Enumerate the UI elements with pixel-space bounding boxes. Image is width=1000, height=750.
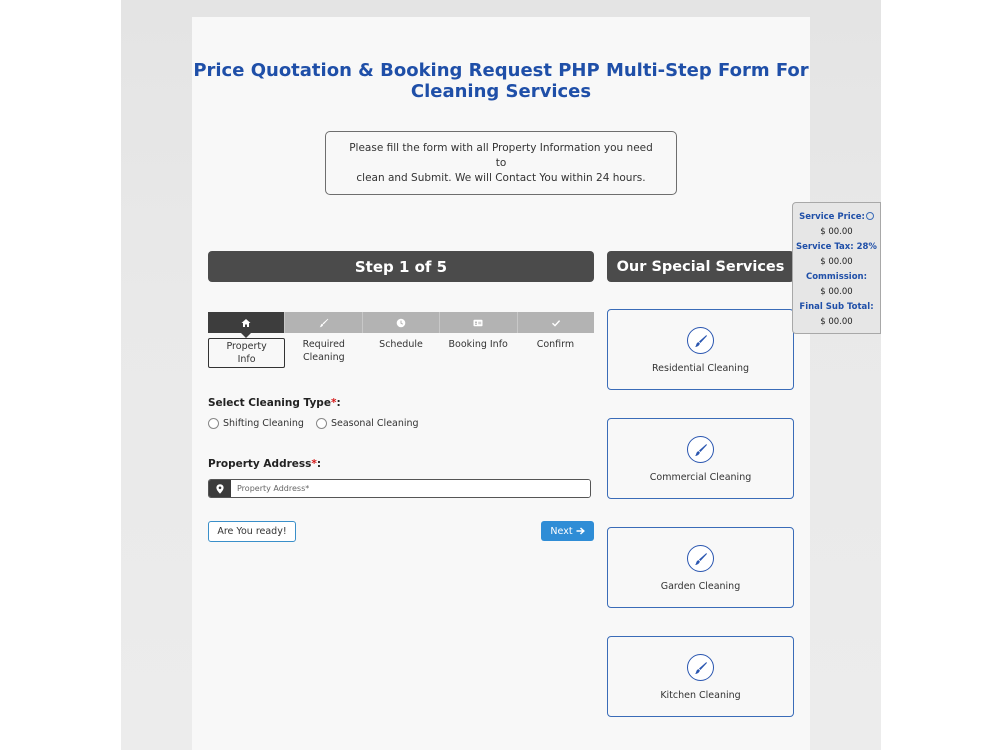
info-icon[interactable] bbox=[866, 212, 874, 220]
radio-shifting-cleaning[interactable] bbox=[208, 418, 304, 429]
service-card-residential[interactable] bbox=[607, 309, 794, 390]
brush-icon bbox=[319, 318, 329, 328]
page-title bbox=[192, 60, 810, 102]
step-tab-confirm[interactable] bbox=[518, 312, 594, 333]
service-card-garden[interactable] bbox=[607, 527, 794, 608]
step-label-booking-info[interactable]: Booking Info bbox=[448, 339, 508, 350]
special-services-header: Our Special Services bbox=[607, 251, 794, 282]
step-label-property-info[interactable]: Property Info bbox=[208, 338, 285, 368]
next-button-label: Next bbox=[550, 525, 573, 537]
step-label-required-cleaning[interactable]: Required Cleaning bbox=[302, 339, 345, 363]
price-summary-panel bbox=[792, 202, 881, 334]
final-sub-total-label: Final Sub Total: bbox=[799, 302, 874, 312]
final-sub-total-value: $ 00.00 bbox=[820, 317, 853, 327]
intro-box bbox=[325, 131, 677, 195]
radio-label: Seasonal Cleaning bbox=[330, 418, 419, 429]
service-card-commercial[interactable] bbox=[607, 418, 794, 499]
arrow-right-icon bbox=[576, 527, 585, 535]
property-address-label: Property Address*: bbox=[208, 458, 322, 470]
cleaning-type-options bbox=[208, 418, 419, 429]
service-name: Kitchen Cleaning bbox=[660, 690, 741, 701]
step-tab-schedule[interactable] bbox=[363, 312, 440, 333]
title-line-1: Price Quotation & Booking Request PHP Multi-Step Form For bbox=[193, 60, 809, 81]
service-card-kitchen[interactable] bbox=[607, 636, 794, 717]
radio-circle[interactable] bbox=[316, 418, 327, 429]
clock-icon bbox=[396, 318, 406, 328]
step-tab-booking-info[interactable] bbox=[440, 312, 517, 333]
step-label-confirm[interactable]: Confirm bbox=[536, 339, 575, 350]
next-button[interactable] bbox=[541, 521, 594, 541]
required-asterisk: * bbox=[330, 397, 337, 409]
step-label-schedule[interactable]: Schedule bbox=[379, 339, 423, 350]
step-tab-property-info[interactable] bbox=[208, 312, 285, 333]
radio-label: Shifting Cleaning bbox=[223, 418, 304, 429]
home-icon bbox=[241, 318, 251, 328]
check-icon bbox=[551, 318, 561, 328]
service-tax-value: $ 00.00 bbox=[820, 257, 853, 267]
service-price-label: Service Price: bbox=[793, 210, 880, 225]
are-you-ready-button[interactable]: Are You ready! bbox=[208, 521, 296, 542]
radio-seasonal-cleaning[interactable] bbox=[316, 418, 419, 429]
service-price-value: $ 00.00 bbox=[820, 227, 853, 237]
required-asterisk: * bbox=[311, 458, 317, 470]
radio-circle[interactable] bbox=[208, 418, 219, 429]
map-marker-icon bbox=[209, 480, 231, 497]
step-progress-bar bbox=[208, 312, 594, 333]
step-labels bbox=[208, 338, 594, 368]
commission-value: $ 00.00 bbox=[820, 287, 853, 297]
brush-icon bbox=[687, 654, 714, 681]
step-header: Step 1 of 5 bbox=[208, 251, 594, 282]
brush-icon bbox=[687, 545, 714, 572]
property-address-input[interactable] bbox=[231, 480, 590, 497]
id-card-icon bbox=[473, 318, 483, 328]
service-name: Garden Cleaning bbox=[660, 581, 741, 592]
commission-label: Commission: bbox=[805, 272, 868, 282]
brush-icon bbox=[687, 327, 714, 354]
intro-line-2: clean and Submit. We will Contact You within 24 hours. bbox=[356, 171, 646, 184]
intro-line-1: Please fill the form with all Property Information you need to bbox=[349, 141, 653, 169]
property-address-field bbox=[208, 479, 591, 498]
step-tab-required-cleaning[interactable] bbox=[285, 312, 362, 333]
title-line-2: Cleaning Services bbox=[410, 81, 592, 102]
service-name: Residential Cleaning bbox=[652, 363, 749, 374]
service-name: Commercial Cleaning bbox=[649, 472, 752, 483]
brush-icon bbox=[687, 436, 714, 463]
service-tax-label: Service Tax: 28% bbox=[796, 242, 877, 252]
cleaning-type-label: Select Cleaning Type*: bbox=[208, 397, 341, 409]
